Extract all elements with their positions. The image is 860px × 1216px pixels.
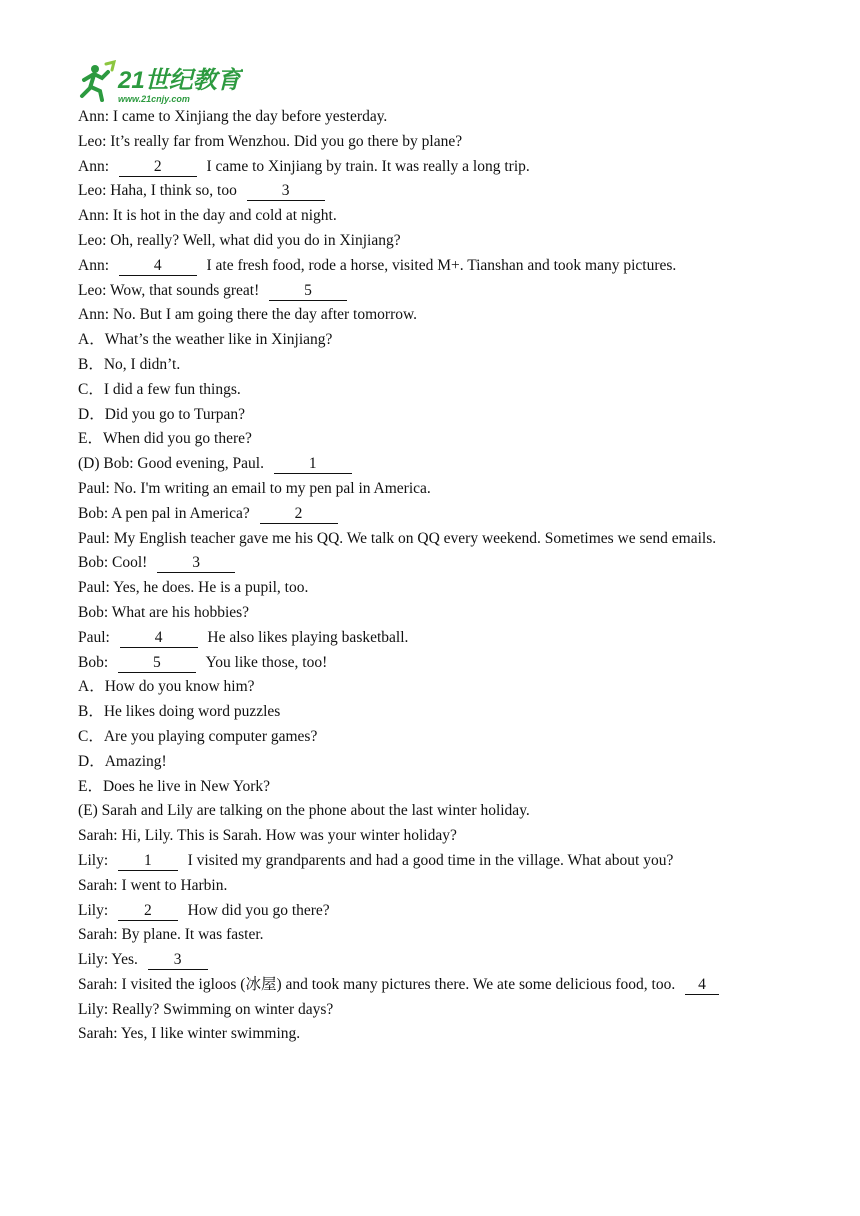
answer-blank[interactable]: 5 (269, 282, 347, 301)
answer-blank[interactable]: 3 (247, 182, 325, 201)
line-text-before: (D) Bob: Good evening, Paul. (78, 455, 264, 473)
text-line: B．He likes doing word puzzles (78, 703, 281, 721)
text-line: A．How do you know him? (78, 678, 255, 696)
line-text-before: Bob: A pen pal in America? (78, 504, 250, 522)
text-line: Paul: My English teacher gave me his QQ. We talk on QQ every weekend. Sometimes we send emails. (78, 529, 717, 547)
answer-blank[interactable]: 4 (685, 976, 719, 995)
site-logo (78, 60, 243, 106)
dialogue-line-with-blank (78, 502, 788, 527)
dialogue-line-with-blank (78, 179, 788, 204)
text-line: Leo: It’s really far from Wenzhou. Did you go there by plane? (78, 132, 463, 150)
line-text-before: Sarah: I visited the igloos (冰屋) and took many pictures there. We ate some delicious food, too. (78, 975, 676, 993)
text-line: D．Did you go to Turpan? (78, 405, 246, 423)
answer-blank[interactable]: 2 (118, 902, 178, 921)
text-line: Sarah: I went to Harbin. (78, 876, 228, 894)
answer-blank[interactable]: 2 (260, 505, 338, 524)
text-line: Sarah: By plane. It was faster. (78, 926, 264, 944)
document-body (78, 105, 788, 1047)
answer-blank[interactable]: 1 (274, 455, 352, 474)
text-line: E．Does he live in New York? (78, 777, 271, 795)
logo-url: www.21cnjy.com (118, 94, 190, 104)
line-text-before: Ann: (78, 157, 109, 175)
text-line: Paul: No. I'm writing an email to my pen pal in America. (78, 479, 431, 497)
line-text-after: You like those, too! (205, 653, 328, 671)
line-text-before: Lily: (78, 851, 109, 869)
dialogue-line-with-blank (78, 948, 788, 973)
line-text-before: Lily: Yes. (78, 951, 138, 969)
dialogue-line-with-blank (78, 849, 788, 874)
answer-blank[interactable]: 2 (119, 158, 197, 177)
text-line: Leo: Oh, really? Well, what did you do in Xinjiang? (78, 231, 401, 249)
text-line: C．Are you playing computer games? (78, 727, 318, 745)
text-line: B．No, I didn’t. (78, 355, 181, 373)
line-text-after: How did you go there? (187, 901, 330, 919)
line-text-before: Ann: (78, 256, 109, 274)
dialogue-line-with-blank (78, 651, 788, 676)
answer-blank[interactable]: 4 (119, 257, 197, 276)
text-line: Ann: I came to Xinjiang the day before yesterday. (78, 108, 388, 125)
dialogue-line-with-blank (78, 452, 788, 477)
line-text-after: I came to Xinjiang by train. It was really a long trip. (206, 157, 530, 175)
logo-text: 21世纪教育 (118, 67, 241, 94)
answer-blank[interactable]: 4 (120, 629, 198, 648)
line-text-before: Lily: (78, 901, 109, 919)
text-line: Lily: Really? Swimming on winter days? (78, 1000, 334, 1018)
line-text-after: He also likes playing basketball. (207, 628, 409, 646)
text-line: Ann: No. But I am going there the day after tomorrow. (78, 306, 418, 324)
text-line: Ann: It is hot in the day and cold at night. (78, 207, 337, 225)
dialogue-line-with-blank (78, 626, 788, 651)
text-line: Sarah: Yes, I like winter swimming. (78, 1025, 301, 1043)
text-line: Paul: Yes, he does. He is a pupil, too. (78, 579, 309, 597)
text-line: Bob: What are his hobbies? (78, 603, 250, 621)
answer-blank[interactable]: 3 (157, 554, 235, 573)
text-line: E．When did you go there? (78, 430, 252, 448)
text-line: C．I did a few fun things. (78, 380, 241, 398)
line-text-before: Leo: Haha, I think so, too (78, 182, 237, 200)
dialogue-line-with-blank (78, 254, 788, 279)
line-text-before: Paul: (78, 628, 110, 646)
line-text-before: Bob: Cool! (78, 554, 148, 572)
line-text-before: Leo: Wow, that sounds great! (78, 281, 260, 299)
dialogue-line-with-blank (78, 155, 788, 180)
text-line: (E) Sarah and Lily are talking on the phone about the last winter holiday. (78, 802, 530, 820)
dialogue-line-with-blank (78, 551, 788, 576)
runner-logo-icon (78, 60, 243, 106)
answer-blank[interactable]: 5 (118, 654, 196, 673)
dialogue-line-with-blank (78, 279, 788, 304)
text-line: A．What’s the weather like in Xinjiang? (78, 331, 333, 349)
answer-blank[interactable]: 1 (118, 852, 178, 871)
line-text-after: I visited my grandparents and had a good time in the village. What about you? (187, 851, 674, 869)
dialogue-line-with-blank (78, 899, 788, 924)
answer-blank[interactable]: 3 (148, 951, 208, 970)
dialogue-line-with-blank (78, 973, 788, 998)
line-text-after: I ate fresh food, rode a horse, visited M+. Tianshan and took many pictures. (206, 256, 677, 274)
text-line: D．Amazing! (78, 752, 167, 770)
text-line: Sarah: Hi, Lily. This is Sarah. How was your winter holiday? (78, 827, 457, 845)
line-text-before: Bob: (78, 653, 109, 671)
